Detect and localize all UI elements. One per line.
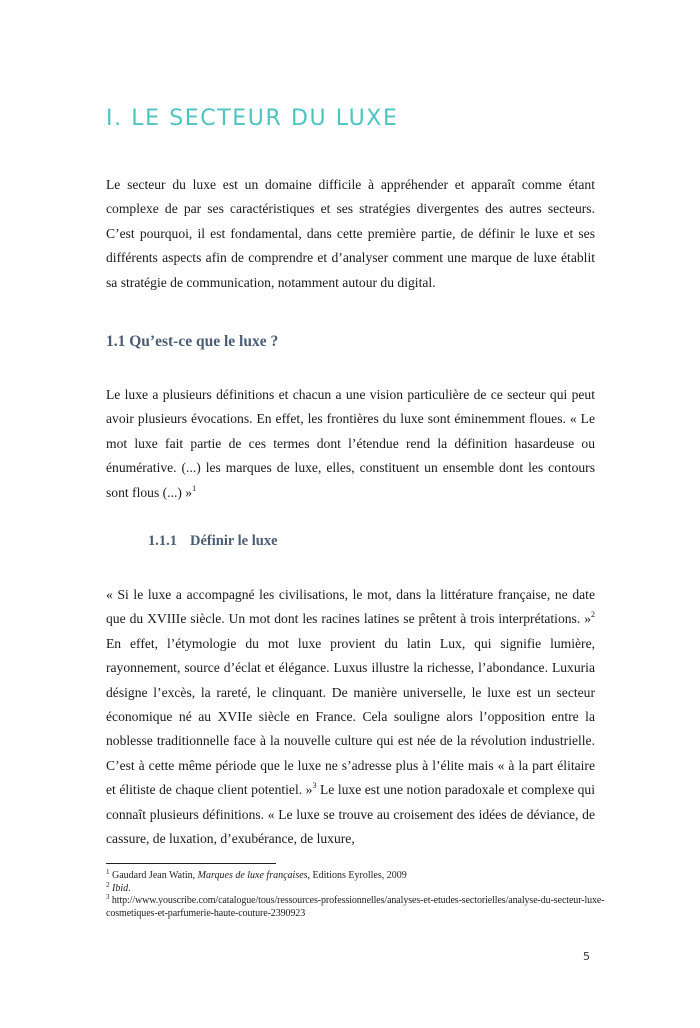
footnote-ref-3[interactable]: 3 (312, 781, 317, 791)
chapter-title: I. LE SECTEUR DU LUXE (106, 106, 399, 131)
subsection-heading-1-1-1 (148, 533, 278, 550)
page-number: 5 (583, 950, 590, 963)
intro-paragraph: Le secteur du luxe est un domaine difficile à appréhender et apparaît comme étant complexe de par ses caractéristiques et ses stratégies divergentes des autres secteurs. C’est pourquoi, il est fondamental, dans cette première partie, de définir le luxe et ses différents aspects afin de comprendre et d’analyser comment une marque de luxe établit sa stratégie de communication, notamment autour du digital. (106, 177, 595, 290)
footnote-book-title: Marques de luxe françaises (197, 870, 308, 881)
section-1-1-1-paragraph (106, 583, 595, 851)
paragraph-part-2: En effet, l’étymologie du mot luxe provient du latin Lux, qui signifie lumière, rayonnement, source d’éclat et élégance. Luxus illustre la richesse, l’abondance. Luxuria désigne l’excès, la rareté, le clinquant. De manière universelle, le luxe est un secteur économique né au XVIIe siècle en France. Cela souligne alors l’opposition entre la noblesse traditionnelle face à la nouvelle culture qui est née de la révolution industrielle. C’est à cette même période que le luxe ne s’adresse plus à l’élite mais « à la part élitaire et élitiste de chaque client potentiel. » (106, 635, 595, 798)
section-1-1-paragraph (106, 383, 595, 505)
footnote-separator (106, 863, 276, 864)
section-1-1-text: Le luxe a plusieurs définitions et chacun a une vision particulière de ce secteur qui peut avoir plusieurs évocations. En effet, les frontières du luxe sont éminemment floues. « Le mot luxe fait partie de ces termes dont l’étendue rend la définition hasardeuse ou énumérative. (...) les marques de luxe, elles, constituent un ensemble dont les contours sont flous (...) » (106, 387, 595, 500)
footnote-url-link[interactable]: http://www.youscribe.com/catalogue/tous/ressources-professionnelles/analyses-et-etudes-sectorielles/analyse-du-secteur-luxe-cosmetiques-et-parfumerie-haute-couture-2390923 (106, 895, 605, 919)
subsection-number: 1.1.1 (148, 533, 177, 549)
footnote-1: $^1$ Gaudard Jean Watin, Marques de luxe françaises, Editions Eyrolles, 2009 (106, 868, 407, 881)
paragraph-part-1: « Si le luxe a accompagné les civilisations, le mot, dans la littérature française, ne date que du XVIIIe siècle. Un mot dont les racines latines se prêtent à trois interprétations. » (106, 587, 595, 627)
footnotes (106, 870, 606, 920)
footnote-2: $^2$ Ibid. (106, 880, 131, 894)
footnote-ref-2[interactable]: 2 (591, 610, 595, 620)
subsection-title: Définir le luxe (190, 533, 278, 549)
footnote-3: $^3$ http://www.youscribe.com/catalogue/tous/ressources-professionnelles/analyses-et-etudes-sectorielles/analyse-du-secteur-luxe-cosmetiques-et-parfumerie-haute-couture-2390923 (106, 893, 605, 919)
footnote-ref-1[interactable]: 1 (192, 483, 197, 493)
paragraph-part-3: Le luxe est une notion paradoxale et complexe qui connaît plusieurs définitions. « Le luxe se trouve au croisement des idées de déviance, de cassure, de luxation, d’exubérance, de luxure, (106, 782, 595, 847)
section-heading-1-1: 1.1 Qu’est-ce que le luxe ? (106, 333, 279, 350)
